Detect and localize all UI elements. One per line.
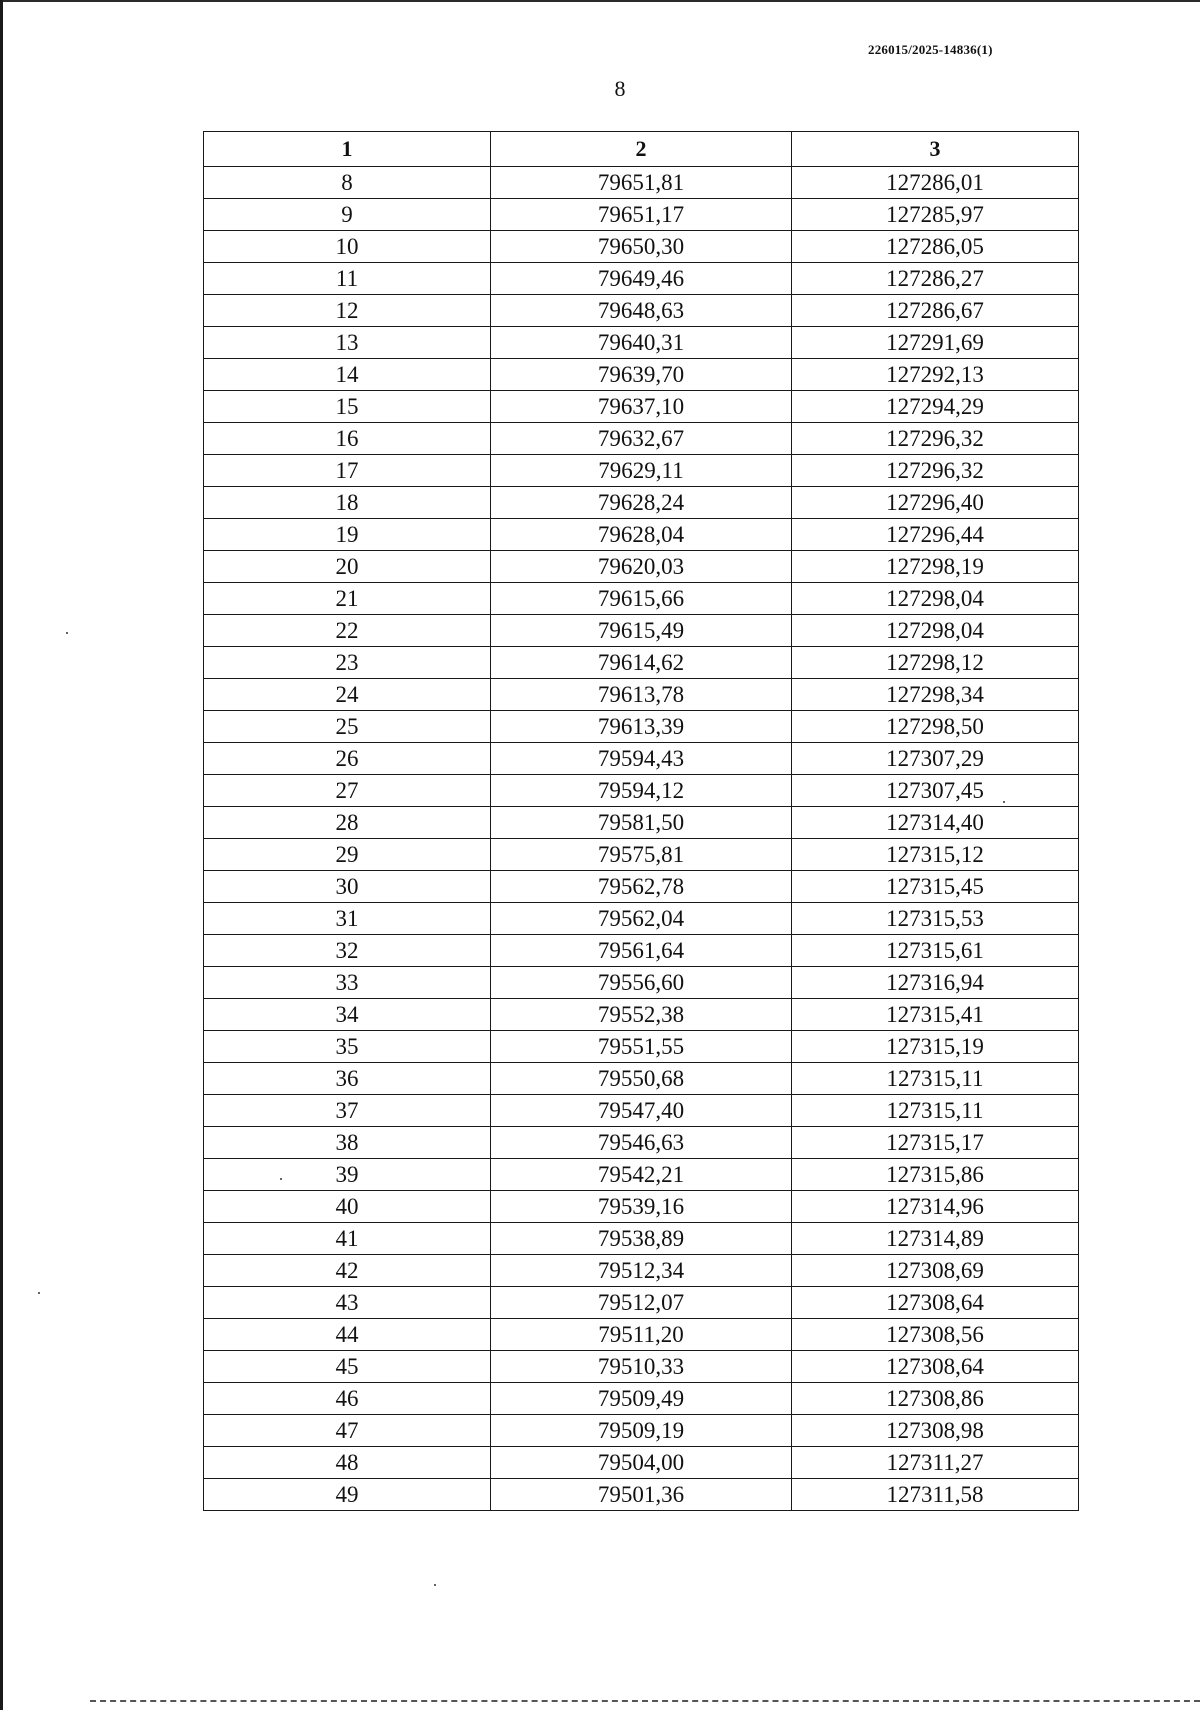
point-number-cell: 16 <box>204 423 491 455</box>
point-number-cell: 27 <box>204 775 491 807</box>
x-coordinate-cell: 79613,39 <box>491 711 792 743</box>
y-coordinate-cell: 127298,34 <box>792 679 1079 711</box>
x-coordinate-cell: 79512,34 <box>491 1255 792 1287</box>
y-coordinate-cell: 127296,44 <box>792 519 1079 551</box>
table-row <box>204 807 1079 839</box>
point-number-cell: 9 <box>204 199 491 231</box>
scan-speck <box>38 1292 40 1294</box>
point-number-cell: 33 <box>204 967 491 999</box>
y-coordinate-cell: 127315,17 <box>792 1127 1079 1159</box>
y-coordinate-cell: 127298,19 <box>792 551 1079 583</box>
table-row <box>204 1383 1079 1415</box>
x-coordinate-cell: 79581,50 <box>491 807 792 839</box>
point-number-cell: 23 <box>204 647 491 679</box>
x-coordinate-cell: 79594,12 <box>491 775 792 807</box>
point-number-cell: 20 <box>204 551 491 583</box>
table-row <box>204 1095 1079 1127</box>
x-coordinate-cell: 79551,55 <box>491 1031 792 1063</box>
point-number-cell: 49 <box>204 1479 491 1511</box>
y-coordinate-cell: 127308,86 <box>792 1383 1079 1415</box>
point-number-cell: 41 <box>204 1223 491 1255</box>
point-number-cell: 18 <box>204 487 491 519</box>
y-coordinate-cell: 127314,40 <box>792 807 1079 839</box>
table-row <box>204 615 1079 647</box>
point-number-cell: 8 <box>204 167 491 199</box>
y-coordinate-cell: 127314,89 <box>792 1223 1079 1255</box>
table-row <box>204 1255 1079 1287</box>
point-number-cell: 32 <box>204 935 491 967</box>
x-coordinate-cell: 79501,36 <box>491 1479 792 1511</box>
table-row <box>204 935 1079 967</box>
point-number-cell: 30 <box>204 871 491 903</box>
y-coordinate-cell: 127314,96 <box>792 1191 1079 1223</box>
point-number-cell: 37 <box>204 1095 491 1127</box>
table-row <box>204 967 1079 999</box>
point-number-cell: 44 <box>204 1319 491 1351</box>
y-coordinate-cell: 127307,29 <box>792 743 1079 775</box>
scan-speck <box>280 1178 282 1180</box>
y-coordinate-cell: 127308,64 <box>792 1351 1079 1383</box>
point-number-cell: 31 <box>204 903 491 935</box>
y-coordinate-cell: 127308,56 <box>792 1319 1079 1351</box>
table-row <box>204 423 1079 455</box>
table-body <box>204 167 1079 1511</box>
table-row <box>204 647 1079 679</box>
table-row <box>204 327 1079 359</box>
x-coordinate-cell: 79620,03 <box>491 551 792 583</box>
x-coordinate-cell: 79637,10 <box>491 391 792 423</box>
point-number-cell: 19 <box>204 519 491 551</box>
point-number-cell: 14 <box>204 359 491 391</box>
point-number-cell: 24 <box>204 679 491 711</box>
point-number-cell: 11 <box>204 263 491 295</box>
x-coordinate-cell: 79628,24 <box>491 487 792 519</box>
column-header-1: 1 <box>204 132 491 167</box>
y-coordinate-cell: 127315,12 <box>792 839 1079 871</box>
page-number: 8 <box>614 76 626 101</box>
x-coordinate-cell: 79510,33 <box>491 1351 792 1383</box>
table-row <box>204 1447 1079 1479</box>
table-header-row <box>204 132 1079 167</box>
table-row <box>204 487 1079 519</box>
table-row <box>204 679 1079 711</box>
table-row <box>204 551 1079 583</box>
table-row <box>204 199 1079 231</box>
x-coordinate-cell: 79613,78 <box>491 679 792 711</box>
table-row <box>204 871 1079 903</box>
scan-border-left <box>0 0 3 1710</box>
x-coordinate-cell: 79552,38 <box>491 999 792 1031</box>
point-number-cell: 25 <box>204 711 491 743</box>
y-coordinate-cell: 127307,45 <box>792 775 1079 807</box>
point-number-cell: 39 <box>204 1159 491 1191</box>
point-number-cell: 43 <box>204 1287 491 1319</box>
table-row <box>204 775 1079 807</box>
point-number-cell: 36 <box>204 1063 491 1095</box>
table-row <box>204 999 1079 1031</box>
x-coordinate-cell: 79546,63 <box>491 1127 792 1159</box>
x-coordinate-cell: 79594,43 <box>491 743 792 775</box>
y-coordinate-cell: 127298,04 <box>792 615 1079 647</box>
y-coordinate-cell: 127315,45 <box>792 871 1079 903</box>
scan-border-top <box>0 0 1200 2</box>
x-coordinate-cell: 79538,89 <box>491 1223 792 1255</box>
x-coordinate-cell: 79556,60 <box>491 967 792 999</box>
y-coordinate-cell: 127308,64 <box>792 1287 1079 1319</box>
y-coordinate-cell: 127315,19 <box>792 1031 1079 1063</box>
x-coordinate-cell: 79509,49 <box>491 1383 792 1415</box>
table-row <box>204 519 1079 551</box>
x-coordinate-cell: 79615,66 <box>491 583 792 615</box>
y-coordinate-cell: 127286,05 <box>792 231 1079 263</box>
table-row <box>204 583 1079 615</box>
table-row <box>204 1223 1079 1255</box>
x-coordinate-cell: 79628,04 <box>491 519 792 551</box>
table-row <box>204 743 1079 775</box>
y-coordinate-cell: 127311,27 <box>792 1447 1079 1479</box>
x-coordinate-cell: 79542,21 <box>491 1159 792 1191</box>
point-number-cell: 29 <box>204 839 491 871</box>
coordinates-table <box>203 131 1079 1511</box>
point-number-cell: 12 <box>204 295 491 327</box>
point-number-cell: 22 <box>204 615 491 647</box>
point-number-cell: 13 <box>204 327 491 359</box>
x-coordinate-cell: 79550,68 <box>491 1063 792 1095</box>
table-row <box>204 1415 1079 1447</box>
x-coordinate-cell: 79632,67 <box>491 423 792 455</box>
x-coordinate-cell: 79547,40 <box>491 1095 792 1127</box>
table-row <box>204 1159 1079 1191</box>
table-row <box>204 391 1079 423</box>
y-coordinate-cell: 127285,97 <box>792 199 1079 231</box>
y-coordinate-cell: 127315,11 <box>792 1095 1079 1127</box>
x-coordinate-cell: 79615,49 <box>491 615 792 647</box>
y-coordinate-cell: 127298,04 <box>792 583 1079 615</box>
y-coordinate-cell: 127315,86 <box>792 1159 1079 1191</box>
x-coordinate-cell: 79614,62 <box>491 647 792 679</box>
y-coordinate-cell: 127315,11 <box>792 1063 1079 1095</box>
x-coordinate-cell: 79511,20 <box>491 1319 792 1351</box>
point-number-cell: 42 <box>204 1255 491 1287</box>
y-coordinate-cell: 127296,40 <box>792 487 1079 519</box>
table-row <box>204 231 1079 263</box>
point-number-cell: 34 <box>204 999 491 1031</box>
y-coordinate-cell: 127311,58 <box>792 1479 1079 1511</box>
table-row <box>204 1127 1079 1159</box>
table-row <box>204 1287 1079 1319</box>
table-row <box>204 1351 1079 1383</box>
scan-speck <box>66 632 68 634</box>
table-row <box>204 1191 1079 1223</box>
y-coordinate-cell: 127308,69 <box>792 1255 1079 1287</box>
y-coordinate-cell: 127286,27 <box>792 263 1079 295</box>
y-coordinate-cell: 127315,53 <box>792 903 1079 935</box>
table-row <box>204 167 1079 199</box>
x-coordinate-cell: 79651,81 <box>491 167 792 199</box>
point-number-cell: 26 <box>204 743 491 775</box>
column-header-3: 3 <box>792 132 1079 167</box>
point-number-cell: 40 <box>204 1191 491 1223</box>
table-row <box>204 1319 1079 1351</box>
y-coordinate-cell: 127296,32 <box>792 455 1079 487</box>
scan-speck <box>434 1584 436 1586</box>
x-coordinate-cell: 79509,19 <box>491 1415 792 1447</box>
y-coordinate-cell: 127308,98 <box>792 1415 1079 1447</box>
table-row <box>204 1031 1079 1063</box>
scan-border-bottom <box>90 1700 1200 1702</box>
x-coordinate-cell: 79562,04 <box>491 903 792 935</box>
y-coordinate-cell: 127296,32 <box>792 423 1079 455</box>
x-coordinate-cell: 79651,17 <box>491 199 792 231</box>
y-coordinate-cell: 127292,13 <box>792 359 1079 391</box>
table-row <box>204 295 1079 327</box>
point-number-cell: 17 <box>204 455 491 487</box>
y-coordinate-cell: 127315,61 <box>792 935 1079 967</box>
table-row <box>204 839 1079 871</box>
x-coordinate-cell: 79575,81 <box>491 839 792 871</box>
point-number-cell: 35 <box>204 1031 491 1063</box>
x-coordinate-cell: 79561,64 <box>491 935 792 967</box>
table-row <box>204 711 1079 743</box>
x-coordinate-cell: 79648,63 <box>491 295 792 327</box>
point-number-cell: 46 <box>204 1383 491 1415</box>
y-coordinate-cell: 127316,94 <box>792 967 1079 999</box>
x-coordinate-cell: 79649,46 <box>491 263 792 295</box>
x-coordinate-cell: 79639,70 <box>491 359 792 391</box>
x-coordinate-cell: 79650,30 <box>491 231 792 263</box>
point-number-cell: 38 <box>204 1127 491 1159</box>
point-number-cell: 21 <box>204 583 491 615</box>
x-coordinate-cell: 79629,11 <box>491 455 792 487</box>
x-coordinate-cell: 79539,16 <box>491 1191 792 1223</box>
y-coordinate-cell: 127291,69 <box>792 327 1079 359</box>
table-row <box>204 1479 1079 1511</box>
column-header-2: 2 <box>491 132 792 167</box>
point-number-cell: 15 <box>204 391 491 423</box>
point-number-cell: 28 <box>204 807 491 839</box>
y-coordinate-cell: 127286,01 <box>792 167 1079 199</box>
x-coordinate-cell: 79640,31 <box>491 327 792 359</box>
point-number-cell: 48 <box>204 1447 491 1479</box>
y-coordinate-cell: 127286,67 <box>792 295 1079 327</box>
table-row <box>204 903 1079 935</box>
table-row <box>204 359 1079 391</box>
y-coordinate-cell: 127298,12 <box>792 647 1079 679</box>
point-number-cell: 10 <box>204 231 491 263</box>
y-coordinate-cell: 127298,50 <box>792 711 1079 743</box>
y-coordinate-cell: 127294,29 <box>792 391 1079 423</box>
point-number-cell: 45 <box>204 1351 491 1383</box>
x-coordinate-cell: 79504,00 <box>491 1447 792 1479</box>
x-coordinate-cell: 79512,07 <box>491 1287 792 1319</box>
table-row <box>204 455 1079 487</box>
x-coordinate-cell: 79562,78 <box>491 871 792 903</box>
point-number-cell: 47 <box>204 1415 491 1447</box>
table-row <box>204 1063 1079 1095</box>
scan-speck <box>1003 801 1005 803</box>
y-coordinate-cell: 127315,41 <box>792 999 1079 1031</box>
document-reference: 226015/2025-14836(1) <box>868 42 993 57</box>
table-row <box>204 263 1079 295</box>
